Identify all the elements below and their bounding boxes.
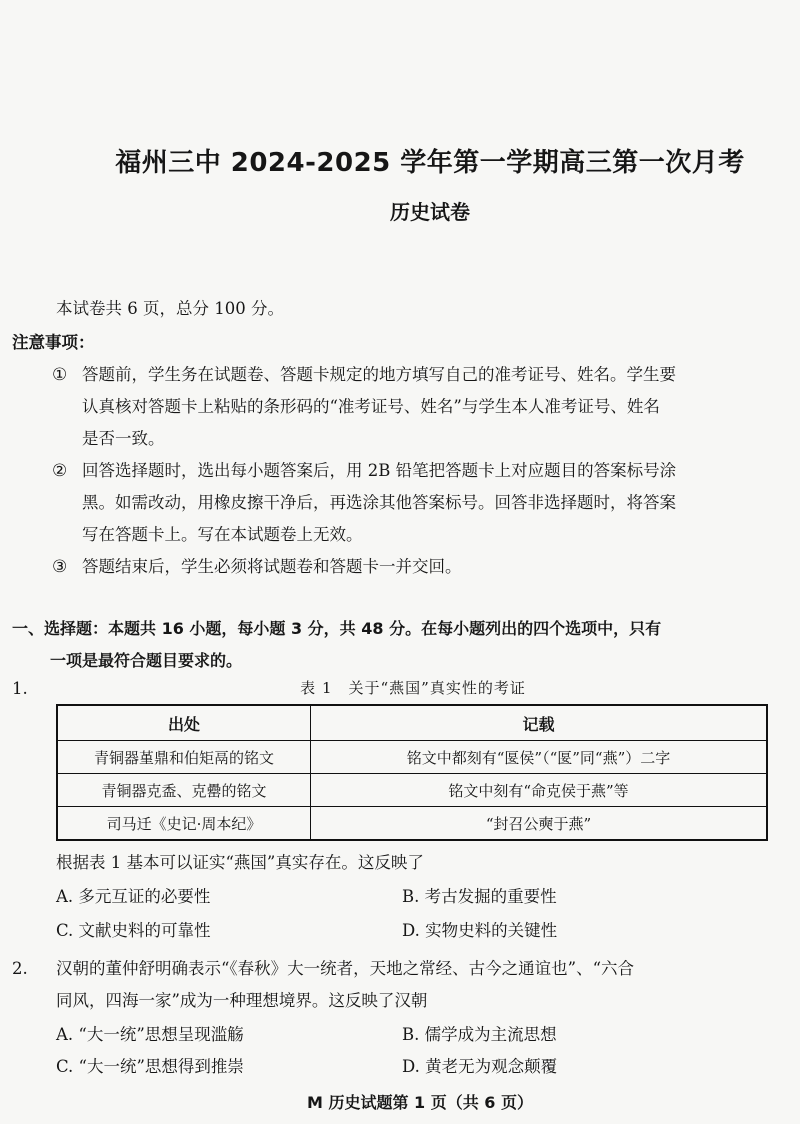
- question-2-stem-line-1: 汉朝的董仲舒明确表示“《春秋》大一统者，天地之常经、古今之通谊也”、“六合: [56, 959, 635, 978]
- question-2-option-c[interactable]: C. “大一统”思想得到推崇: [56, 1057, 244, 1076]
- note-1-line-1: 答题前，学生务在试题卷、答题卡规定的地方填写自己的准考证号、姓名。学生要: [82, 365, 676, 384]
- note-marker-2: ②: [52, 461, 68, 481]
- question-1-option-c[interactable]: C. 文献史料的可靠性: [56, 921, 211, 940]
- note-3-line-1: 答题结束后，学生必须将试题卷和答题卡一并交回。: [82, 557, 462, 576]
- table-header-record: 记载: [311, 705, 768, 741]
- table-1-caption: 表 1 关于“燕国”真实性的考证: [300, 679, 526, 697]
- question-1-option-b[interactable]: B. 考古发掘的重要性: [402, 887, 557, 906]
- note-2-line-1: 回答选择题时，选出每小题答案后，用 2B 铅笔把答题卡上对应题目的答案标号涂: [82, 461, 677, 480]
- question-2-option-b[interactable]: B. 儒学成为主流思想: [402, 1025, 557, 1044]
- note-2-line-2: 黑。如需改动，用橡皮擦干净后，再选涂其他答案标号。回答非选择题时，将答案: [82, 493, 676, 512]
- table-cell: 铭文中都刻有“匽侯”（“匽”同“燕”）二字: [311, 741, 768, 774]
- question-2-number: 2.: [12, 959, 28, 978]
- note-marker-3: ③: [52, 557, 68, 577]
- table-cell: 青铜器堇鼎和伯矩鬲的铭文: [57, 741, 311, 774]
- table-cell: 司马迁《史记·周本纪》: [57, 807, 311, 841]
- question-1-option-d[interactable]: D. 实物史料的关键性: [402, 921, 558, 940]
- table-header-source: 出处: [57, 705, 311, 741]
- exam-subtitle: 历史试卷: [390, 200, 470, 224]
- page-footer: M 历史试题第 1 页（共 6 页）: [306, 1093, 534, 1112]
- question-2-stem-line-2: 同风，四海一家”成为一种理想境界。这反映了汉朝: [56, 991, 428, 1010]
- notes-heading: 注意事项：: [12, 333, 95, 352]
- note-1-line-3: 是否一致。: [82, 429, 165, 448]
- table-row: [57, 741, 767, 774]
- question-1-option-a[interactable]: A. 多元互证的必要性: [56, 887, 211, 906]
- question-1-stem: 根据表 1 基本可以证实“燕国”真实存在。这反映了: [56, 853, 424, 872]
- table-row: [57, 774, 767, 807]
- note-1-line-2: 认真核对答题卡上粘贴的条形码的“准考证号、姓名”与学生本人准考证号、姓名: [82, 397, 660, 416]
- table-cell: 铭文中刻有“命克侯于燕”等: [311, 774, 768, 807]
- exam-title: 福州三中 2024-2025 学年第一学期高三第一次月考: [115, 148, 745, 178]
- section-heading-line-2: 一项是最符合题目要求的。: [50, 651, 243, 670]
- question-1-number: 1.: [12, 679, 28, 698]
- table-1: [56, 704, 768, 841]
- question-2-option-a[interactable]: A. “大一统”思想呈现滥觞: [56, 1025, 244, 1044]
- note-marker-1: ①: [52, 365, 68, 385]
- table-row: [57, 807, 767, 841]
- note-2-line-3: 写在答题卡上。写在本试题卷上无效。: [82, 525, 363, 544]
- table-cell: 青铜器克盉、克罍的铭文: [57, 774, 311, 807]
- question-2-option-d[interactable]: D. 黄老无为观念颠覆: [402, 1057, 558, 1076]
- intro-text: 本试卷共 6 页，总分 100 分。: [56, 299, 284, 318]
- section-heading-line-1: 一、选择题：本题共 16 小题，每小题 3 分，共 48 分。在每小题列出的四个选项中，只有: [12, 619, 662, 638]
- table-cell: “封召公奭于燕”: [311, 807, 768, 841]
